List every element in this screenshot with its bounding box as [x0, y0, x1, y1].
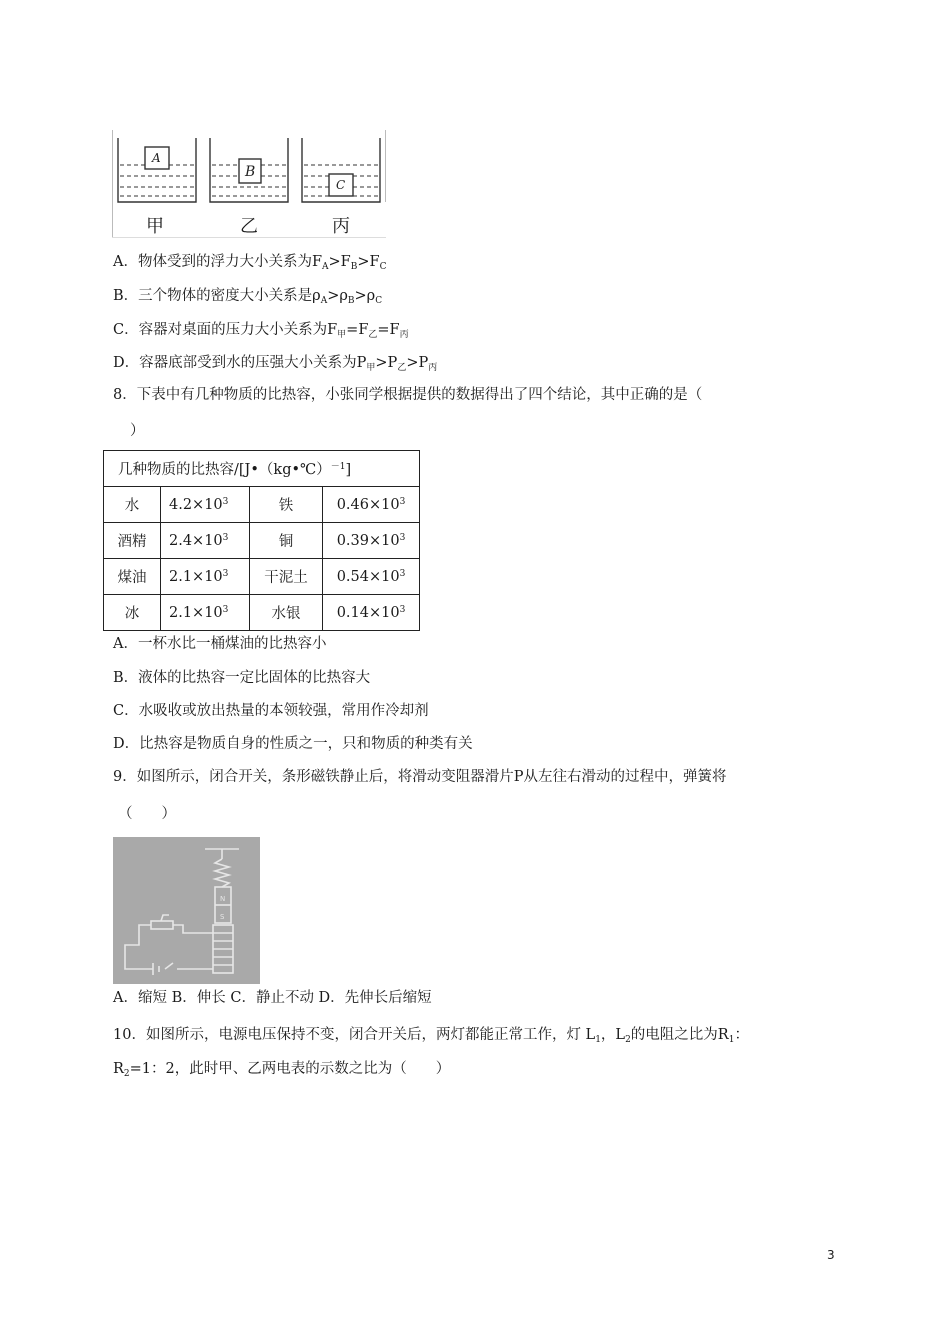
q9-stem-line2: （ ） [118, 806, 176, 822]
table-row [104, 559, 420, 595]
container-label-bing: 丙 [332, 216, 350, 237]
q7-option-a: A．物体受到的浮力大小关系为$F_A>F_B>F_C$ [113, 254, 387, 272]
table-cell: $2.1\times 10^3$ [161, 559, 250, 595]
q9-options: A．缩短 B．伸长 C．静止不动 D．先伸长后缩短 [113, 990, 432, 1006]
q8-option-b: B．液体的比热容一定比固体的比热容大 [113, 670, 371, 686]
q10-stem-line1: 10．如图所示，电源电压保持不变，闭合开关后，两灯都能正常工作，灯 $L_1$，$L_2$的电阻之比为$R_1$： [113, 1027, 749, 1045]
table-cell: $0.54\times 10^3$ [323, 559, 420, 595]
container-label-yi: 乙 [240, 216, 258, 237]
q10-stem-line2: $R_2=1$：2，此时甲、乙两电表的示数之比为（ ） [113, 1061, 451, 1079]
table-cell: 水银 [250, 595, 323, 631]
table-cell: 冰 [104, 595, 161, 631]
table-cell: $4.2\times 10^3$ [161, 487, 250, 523]
q9-stem-line1: 9．如图所示，闭合开关，条形磁铁静止后，将滑动变阻器滑片P从左往右滑动的过程中，弹簧将 [113, 769, 727, 785]
table-cell: 铁 [250, 487, 323, 523]
q7-option-c: C．容器对桌面的压力大小关系为$F_甲=F_乙=F_丙$ [113, 322, 409, 340]
container-label-jia: 甲 [146, 216, 164, 237]
magnet-pole-s: S [220, 913, 225, 921]
table-row [104, 487, 420, 523]
q8-option-a: A．一杯水比一桶煤油的比热容小 [113, 636, 327, 652]
table-cell: 酒精 [104, 523, 161, 559]
table-cell: 干泥土 [250, 559, 323, 595]
q7-option-b: B．三个物体的密度大小关系是$\rho_A>\rho_B>\rho_C$ [113, 288, 383, 306]
figure-electromagnet-circuit [113, 837, 260, 984]
table-cell: $2.1\times 10^3$ [161, 595, 250, 631]
table-cell: $0.46\times 10^3$ [323, 487, 420, 523]
circuit-drawing [113, 837, 260, 984]
page-number: 3 [827, 1248, 835, 1262]
block-b-label: B [245, 164, 256, 180]
table-cell: $2.4\times 10^3$ [161, 523, 250, 559]
q8-stem-line1: 8．下表中有几种物质的比热容，小张同学根据提供的数据得出了四个结论，其中正确的是（ [113, 387, 703, 403]
block-a-label: A [152, 151, 161, 165]
table-cell: $0.14\times 10^3$ [323, 595, 420, 631]
q8-option-d: D．比热容是物质自身的性质之一，只和物质的种类有关 [113, 736, 473, 752]
q7-option-d: D．容器底部受到水的压强大小关系为$P_甲>P_乙>P_丙$ [113, 355, 438, 373]
figure-three-containers [112, 130, 386, 238]
specific-heat-table [103, 450, 420, 631]
q8-stem-line2: ） [130, 423, 145, 439]
table-cell: 铜 [250, 523, 323, 559]
magnet-pole-n: N [220, 895, 226, 903]
table-header-row [104, 451, 420, 487]
table-row [104, 595, 420, 631]
table-cell: $0.39\times 10^3$ [323, 523, 420, 559]
table-cell: 水 [104, 487, 161, 523]
q8-option-c: C．水吸收或放出热量的本领较强，常用作冷却剂 [113, 703, 429, 719]
table-cell: 煤油 [104, 559, 161, 595]
containers-drawing [112, 130, 386, 210]
table-header: 几种物质的比热容/[J•（kg•℃）$^{-1}$] [104, 451, 420, 487]
block-c-label: C [336, 178, 346, 192]
table-row [104, 523, 420, 559]
